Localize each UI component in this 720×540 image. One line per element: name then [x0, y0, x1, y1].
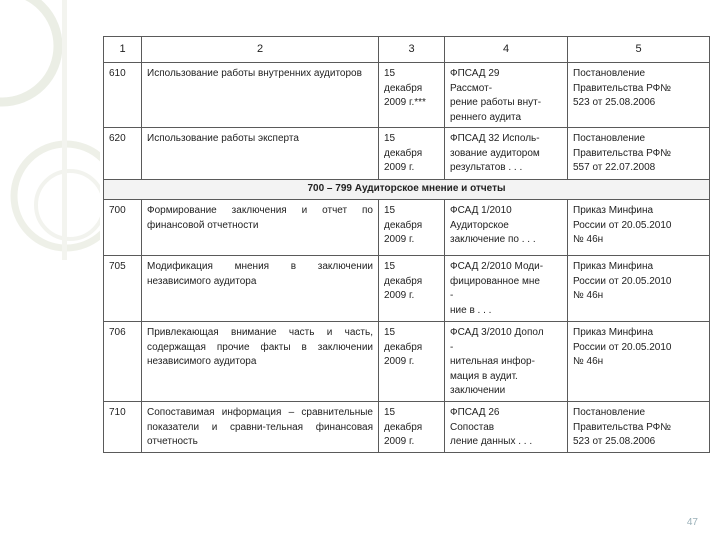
row-date: 15 декабря 2009 г.: [379, 200, 445, 256]
row-standard: ФПСАД 26 Сопостав ление данных . . .: [445, 402, 568, 453]
row-approval: Приказ Минфина России от 20.05.2010 № 46н: [568, 200, 710, 256]
header-cell: 2: [142, 37, 379, 63]
header-cell: 4: [445, 37, 568, 63]
standards-table: [103, 36, 710, 453]
row-code: 620: [104, 128, 142, 180]
row-standard: ФСАД 2/2010 Моди- фицированное мне - ние в . . .: [445, 256, 568, 322]
row-standard: ФПСАД 29 Рассмот- рение работы внут- реннего аудита: [445, 63, 568, 128]
header-cell: 1: [104, 37, 142, 63]
row-approval: Постановление Правительства РФ№ 557 от 22.07.2008: [568, 128, 710, 180]
row-standard: ФСАД 3/2010 Допол - нительная инфор- мация в аудит. заключении: [445, 322, 568, 402]
section-row: [104, 180, 710, 200]
row-name: Сопоставимая информация – сравнительные показатели и сравни-тельная финансовая отчетность: [142, 402, 379, 453]
row-name: Использование работы внутренних аудиторов: [142, 63, 379, 128]
table-header-row: [104, 37, 710, 63]
row-code: 705: [104, 256, 142, 322]
row-date: 15 декабря 2009 г.: [379, 128, 445, 180]
table-row: [104, 256, 710, 322]
row-code: 706: [104, 322, 142, 402]
row-approval: Приказ Минфина России от 20.05.2010 № 46н: [568, 322, 710, 402]
table-row: [104, 63, 710, 128]
row-approval: Постановление Правительства РФ№ 523 от 25.08.2006: [568, 402, 710, 453]
row-name: Формирование заключения и отчет по финансовой отчетности: [142, 200, 379, 256]
table-row: [104, 128, 710, 180]
row-date: 15 декабря 2009 г.: [379, 402, 445, 453]
row-standard: ФПСАД 32 Исполь- зование аудитором результатов . . .: [445, 128, 568, 180]
section-title: 700 – 799 Аудиторское мнение и отчеты: [104, 180, 710, 200]
table-row: [104, 322, 710, 402]
decorative-arcs: [0, 0, 100, 260]
row-code: 700: [104, 200, 142, 256]
row-name: Модификация мнения в заключении независимого аудитора: [142, 256, 379, 322]
row-approval: Приказ Минфина России от 20.05.2010 № 46н: [568, 256, 710, 322]
header-cell: 3: [379, 37, 445, 63]
page-number: 47: [686, 517, 698, 528]
table-row: [104, 200, 710, 256]
header-cell: 5: [568, 37, 710, 63]
table-row: [104, 402, 710, 453]
row-name: Использование работы эксперта: [142, 128, 379, 180]
row-name: Привлекающая внимание часть и часть, содержащая прочие факты в заключении независимого аудитора: [142, 322, 379, 402]
row-date: 15 декабря 2009 г.: [379, 256, 445, 322]
row-approval: Постановление Правительства РФ№ 523 от 25.08.2006: [568, 63, 710, 128]
row-standard: ФСАД 1/2010 Аудиторское заключение по . . .: [445, 200, 568, 256]
row-code: 610: [104, 63, 142, 128]
row-date: 15 декабря 2009 г.***: [379, 63, 445, 128]
row-date: 15 декабря 2009 г.: [379, 322, 445, 402]
row-code: 710: [104, 402, 142, 453]
